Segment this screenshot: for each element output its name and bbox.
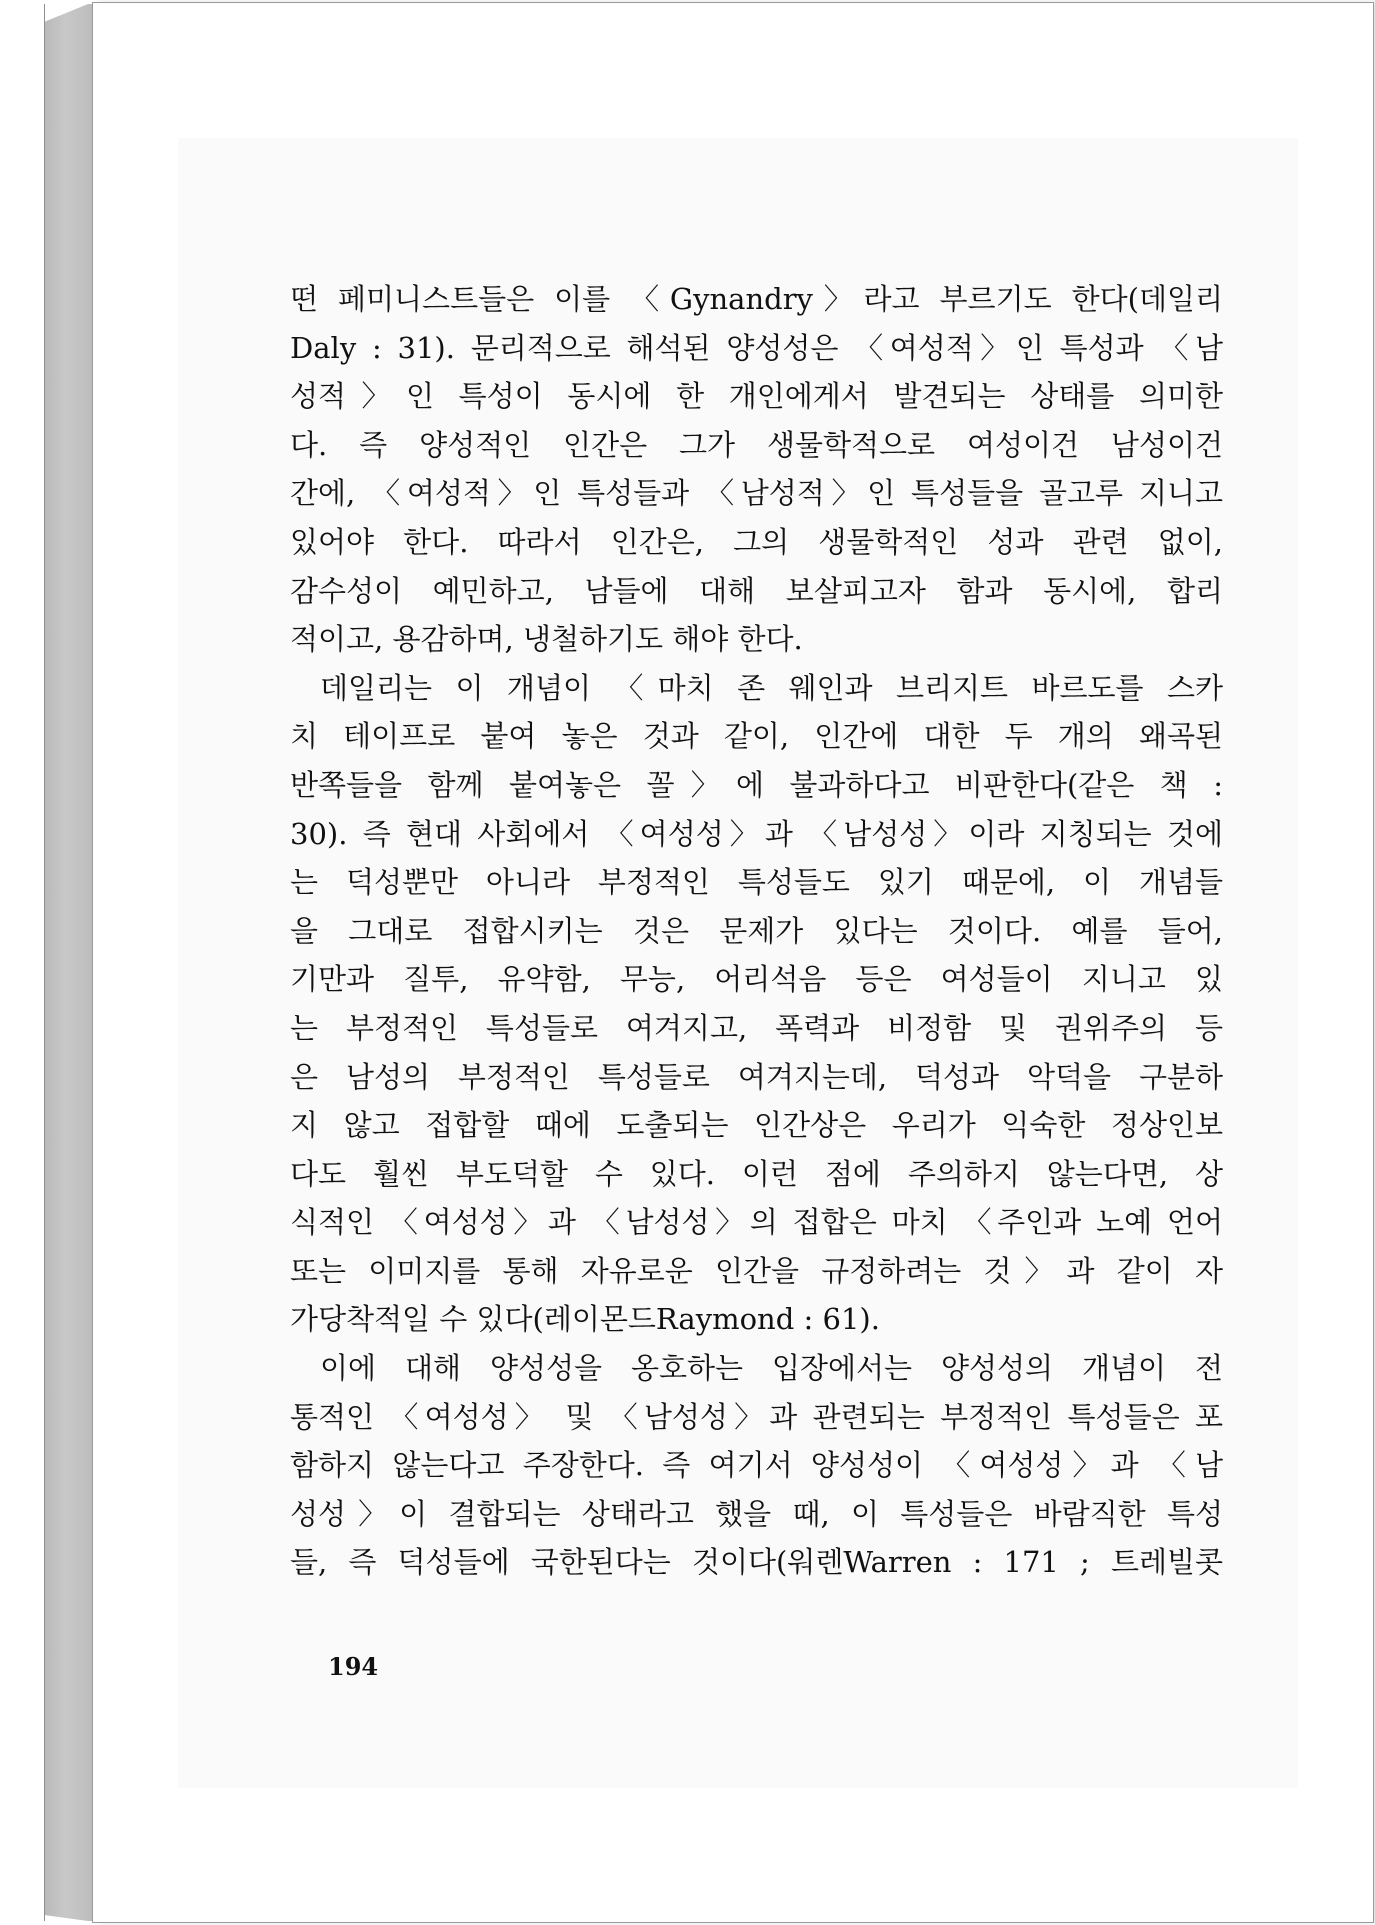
text-line: 반쪽들을 함께 붙여놓은 꼴〉에 불과하다고 비판한다(같은 책 : xyxy=(290,767,1223,802)
text-line: 지 않고 접합할 때에 도출되는 인간상은 우리가 익숙한 정상인보 xyxy=(290,1108,1223,1143)
text-line: 적이고, 용감하며, 냉철하기도 해야 한다. xyxy=(290,622,803,657)
text-line: 는 부정적인 특성들로 여겨지고, 폭력과 비정함 및 권위주의 등 xyxy=(290,1010,1223,1045)
text-line: Daly : 31). 문리적으로 해석된 양성성은 〈여성적〉인 특성과 〈남 xyxy=(290,330,1223,365)
text-line: 통적인 〈여성성〉 및 〈남성성〉과 관련되는 부정적인 특성들은 포 xyxy=(290,1399,1223,1434)
paragraph-first-line: 이에 대해 양성성을 옹호하는 입장에서는 양성성의 개념이 전 xyxy=(320,1351,1223,1386)
body-text xyxy=(290,275,1223,1587)
text-line: 성성〉이 결합되는 상태라고 했을 때, 이 특성들은 바람직한 특성 xyxy=(290,1496,1223,1531)
text-line: 다도 훨씬 부도덕할 수 있다. 이런 점에 주의하지 않는다면, 상 xyxy=(290,1156,1223,1191)
text-line: 함하지 않는다고 주장한다. 즉 여기서 양성성이 〈여성성〉과 〈남 xyxy=(290,1448,1223,1483)
text-line: 을 그대로 접합시키는 것은 문제가 있다는 것이다. 예를 들어, xyxy=(290,913,1223,948)
text-line: 또는 이미지를 통해 자유로운 인간을 규정하려는 것〉과 같이 자 xyxy=(290,1253,1223,1288)
text-line: 감수성이 예민하고, 남들에 대해 보살피고자 함과 동시에, 합리 xyxy=(290,573,1223,608)
text-line: 들, 즉 덕성들에 국한된다는 것이다(워렌Warren : 171 ; 트레빌콧 xyxy=(290,1545,1223,1580)
text-line: 기만과 질투, 유약함, 무능, 어리석음 등은 여성들이 지니고 있 xyxy=(290,962,1223,997)
text-line: 30). 즉 현대 사회에서 〈여성성〉과 〈남성성〉이라 지칭되는 것에 xyxy=(290,816,1223,851)
text-line: 식적인 〈여성성〉과 〈남성성〉의 접합은 마치 〈주인과 노예 언어 xyxy=(290,1205,1223,1240)
text-line: 는 덕성뿐만 아니라 부정적인 특성들도 있기 때문에, 이 개념들 xyxy=(290,865,1223,900)
text-line: 가당착적일 수 있다(레이몬드Raymond : 61). xyxy=(290,1302,880,1337)
text-line: 은 남성의 부정적인 특성들로 여겨지는데, 덕성과 악덕을 구분하 xyxy=(290,1059,1223,1094)
paragraph-first-line: 데일리는 이 개념이 〈마치 존 웨인과 브리지트 바르도를 스카 xyxy=(320,670,1223,705)
text-line: 치 테이프로 붙여 놓은 것과 같이, 인간에 대한 두 개의 왜곡된 xyxy=(290,719,1223,754)
text-line: 성적〉인 특성이 동시에 한 개인에게서 발견되는 상태를 의미한 xyxy=(290,379,1223,414)
text-line: 떤 페미니스트들은 이를 〈Gynandry〉라고 부르기도 한다(데일리 xyxy=(290,282,1223,316)
book-spine-edge xyxy=(44,4,93,1921)
text-line: 다. 즉 양성적인 인간은 그가 생물학적으로 여성이건 남성이건 xyxy=(290,427,1223,462)
text-line: 간에, 〈여성적〉인 특성들과 〈남성적〉인 특성들을 골고루 지니고 xyxy=(290,476,1223,511)
text-line: 있어야 한다. 따라서 인간은, 그의 생물학적인 성과 관련 없이, xyxy=(290,524,1223,559)
page-number: 194 xyxy=(328,1652,379,1681)
